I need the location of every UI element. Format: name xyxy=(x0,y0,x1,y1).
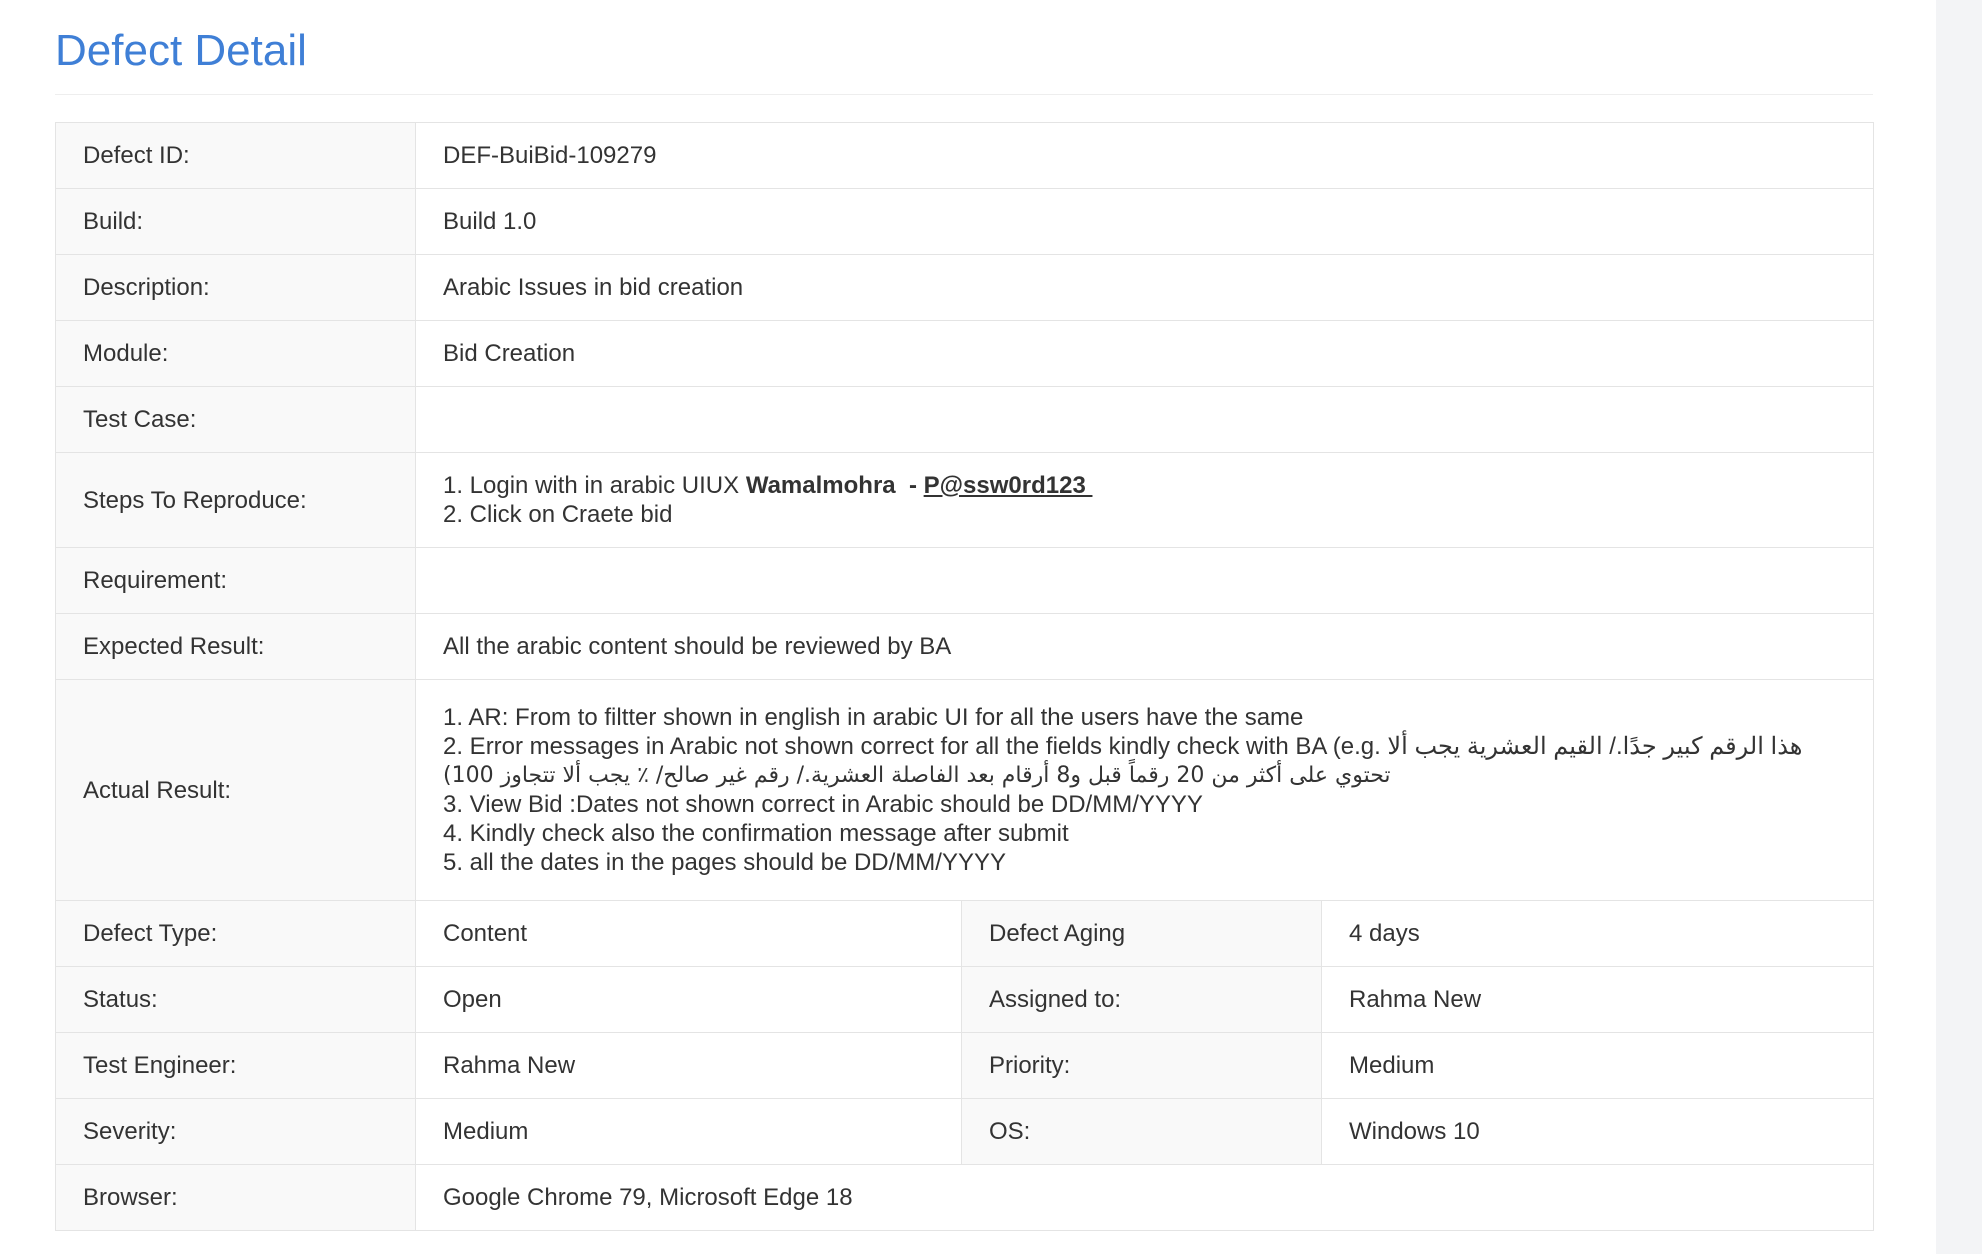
description-label: Description: xyxy=(56,255,416,321)
actual-result-label: Actual Result: xyxy=(56,680,416,901)
description-value: Arabic Issues in bid creation xyxy=(416,255,1874,321)
browser-label: Browser: xyxy=(56,1165,416,1231)
priority-label: Priority: xyxy=(962,1033,1322,1099)
row-description xyxy=(56,255,1874,321)
defect-detail-table xyxy=(55,122,1874,1231)
steps-password-link[interactable]: P@ssw0rd123 xyxy=(923,472,1093,499)
row-expected-result xyxy=(56,614,1874,680)
steps-value xyxy=(416,453,1874,548)
defect-id-label: Defect ID: xyxy=(56,123,416,189)
assigned-to-label: Assigned to: xyxy=(962,967,1322,1033)
steps-username: Wamalmohra xyxy=(745,472,896,499)
row-build xyxy=(56,189,1874,255)
test-engineer-value: Rahma New xyxy=(416,1033,962,1099)
status-value: Open xyxy=(416,967,962,1033)
right-scroll-rail xyxy=(1936,0,1982,1254)
os-label: OS: xyxy=(962,1099,1322,1165)
steps-line-1 xyxy=(443,471,1846,500)
test-case-label: Test Case: xyxy=(56,387,416,453)
row-steps-to-reproduce xyxy=(56,453,1874,548)
requirement-label: Requirement: xyxy=(56,548,416,614)
build-label: Build: xyxy=(56,189,416,255)
steps-label: Steps To Reproduce: xyxy=(56,453,416,548)
severity-value: Medium xyxy=(416,1099,962,1165)
expected-result-value: All the arabic content should be reviewed by BA xyxy=(416,614,1874,680)
defect-aging-value: 4 days xyxy=(1322,901,1874,967)
os-value: Windows 10 xyxy=(1322,1099,1874,1165)
row-requirement xyxy=(56,548,1874,614)
test-engineer-label: Test Engineer: xyxy=(56,1033,416,1099)
actual-result-line: 5. all the dates in the pages should be DD/MM/YYYY xyxy=(443,849,1006,876)
title-divider xyxy=(55,94,1873,95)
build-value: Build 1.0 xyxy=(416,189,1874,255)
row-status xyxy=(56,967,1874,1033)
browser-value: Google Chrome 79, Microsoft Edge 18 xyxy=(416,1165,1874,1231)
steps-separator: - xyxy=(895,472,924,499)
requirement-value xyxy=(416,548,1874,614)
steps-line-2: 2. Click on Craete bid xyxy=(443,501,673,528)
expected-result-label: Expected Result: xyxy=(56,614,416,680)
assigned-to-value: Rahma New xyxy=(1322,967,1874,1033)
severity-label: Severity: xyxy=(56,1099,416,1165)
row-test-engineer xyxy=(56,1033,1874,1099)
test-case-value xyxy=(416,387,1874,453)
actual-result-value xyxy=(416,680,1874,901)
steps-line-1-prefix: 1. Login with in arabic UIUX xyxy=(443,472,746,499)
row-severity xyxy=(56,1099,1874,1165)
defect-type-value: Content xyxy=(416,901,962,967)
defect-type-label: Defect Type: xyxy=(56,901,416,967)
row-actual-result xyxy=(56,680,1874,901)
module-value: Bid Creation xyxy=(416,321,1874,387)
priority-value: Medium xyxy=(1322,1033,1874,1099)
row-defect-id xyxy=(56,123,1874,189)
status-label: Status: xyxy=(56,967,416,1033)
row-module xyxy=(56,321,1874,387)
actual-result-line: 2. Error messages in Arabic not shown correct for all the fields kindly check with BA (e.g. هذا الرقم كبير جدًا./ القيم العشرية يجب ألا xyxy=(443,733,1803,760)
module-label: Module: xyxy=(56,321,416,387)
actual-result-line: 1. AR: From to filtter shown in english in arabic UI for all the users have the same xyxy=(443,704,1304,731)
row-test-case xyxy=(56,387,1874,453)
actual-result-line-arabic: تحتوي على أكثر من 20 رقماً قبل و8 أرقام بعد الفاصلة العشرية./ رقم غير صالح/ ٪ يجب ألا تتجاوز 100) xyxy=(443,763,1391,788)
row-defect-type xyxy=(56,901,1874,967)
row-browser xyxy=(56,1165,1874,1231)
defect-detail-page xyxy=(55,0,1873,1231)
page-title: Defect Detail xyxy=(55,26,307,75)
actual-result-line: 3. View Bid :Dates not shown correct in Arabic should be DD/MM/YYYY xyxy=(443,791,1203,818)
defect-aging-label: Defect Aging xyxy=(962,901,1322,967)
defect-id-value: DEF-BuiBid-109279 xyxy=(416,123,1874,189)
actual-result-line: 4. Kindly check also the confirmation message after submit xyxy=(443,820,1069,847)
